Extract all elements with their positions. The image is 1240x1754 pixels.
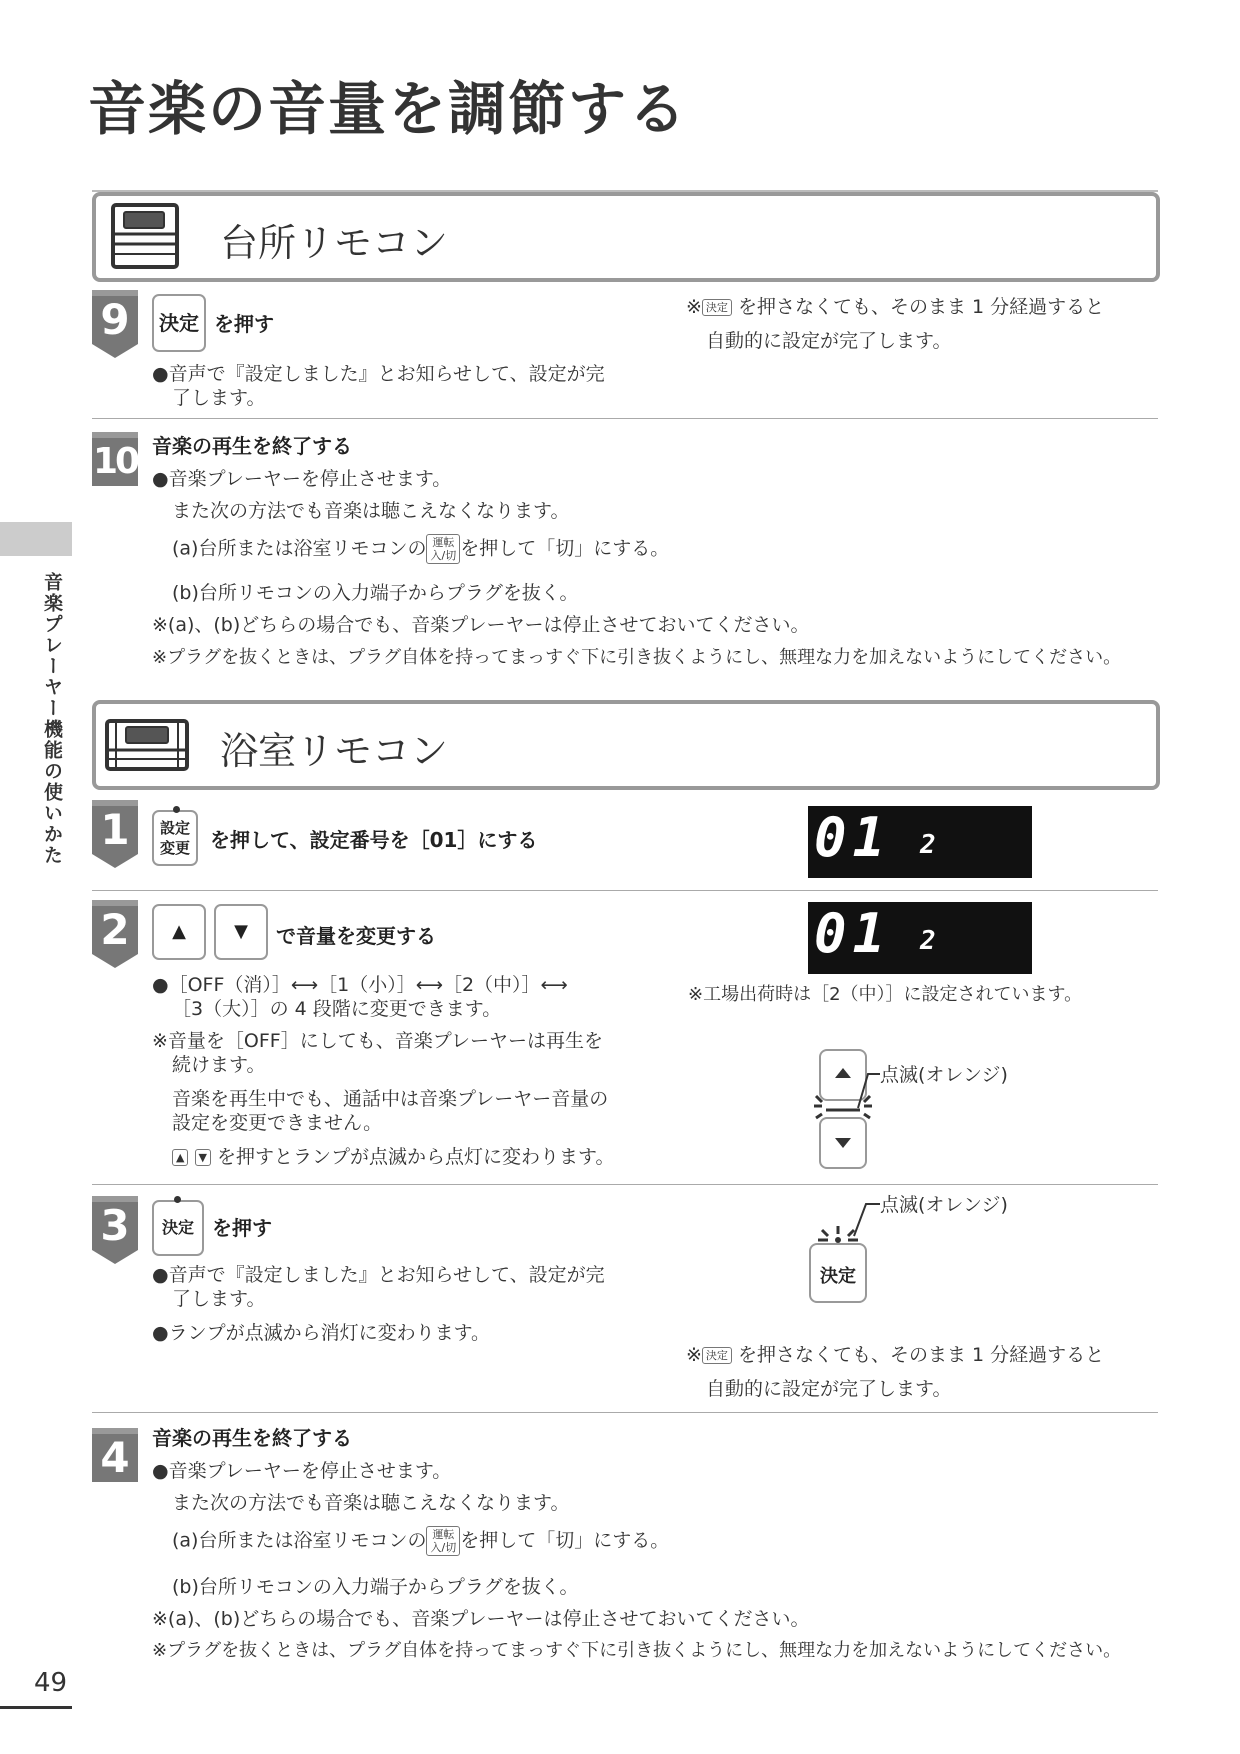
bath-step-3-bullet1: ●音声で『設定しました』とお知らせして、設定が完 [152,1264,605,1286]
page-number: 49 [34,1668,68,1698]
factory-default-note: ※工場出荷時は［2（中）］に設定されています。 [688,984,1083,1005]
step-10-line1: ●音楽プレーヤーを停止させます。 [152,468,452,490]
step-9-bullet: ●音声で『設定しました』とお知らせして、設定が完 [152,363,605,385]
decide-mini-icon: 決定 [702,1347,732,1364]
bath-step-2-marker [92,900,138,968]
side-label: 音楽プレーヤー機能の使いかた [41,572,63,866]
step-10-line2: また次の方法でも音楽は聴こえなくなります。 [172,500,570,522]
leader-line [852,1200,882,1240]
bath-step-3-bullet2: ●ランプが点滅から消灯に変わります。 [152,1322,491,1344]
bath-section-title: 浴室リモコン [220,729,449,773]
bath-remote-icon [104,718,190,772]
page-number-underline [0,1706,72,1709]
step-10-note1: ※(a)、(b)どちらの場合でも、音楽プレーヤーは停止させておいてください。 [152,614,810,636]
lcd-setting-number: 01 [814,902,892,965]
lamp-dot [174,1196,181,1203]
up-mini-icon: ▲ [172,1149,188,1166]
step-10-line3: (a)台所または浴室リモコンの 運転 入/切 を押して「切」にする。 [172,536,670,562]
side-tab [0,522,72,556]
kitchen-section-title: 台所リモコン [220,221,449,265]
lcd-value: 2 [920,830,936,860]
lamp-note: ▲ ▼ を押すとランプが点滅から点灯に変わります。 [172,1144,615,1170]
bath-step-4-line1: ●音楽プレーヤーを停止させます。 [152,1460,452,1482]
step-9-note-line2: 自動的に設定が完了します。 [706,330,952,352]
lcd-value: 2 [920,926,936,956]
blink-orange-label: 点滅(オレンジ) [880,1064,1008,1086]
down-mini-icon: ▼ [195,1149,211,1166]
power-mini-icon: 運転 入/切 [426,1526,460,1556]
bath-step-2-heading: で音量を変更する [276,924,436,948]
decide-button[interactable]: 決定 [152,294,206,352]
step-9-bullet-cont: 了します。 [172,387,266,409]
lamp-dot [173,806,180,813]
volume-up-button[interactable]: ▲ [152,904,206,960]
kitchen-remote-icon [110,202,180,270]
bath-step-4-line2: また次の方法でも音楽は聴こえなくなります。 [172,1492,570,1514]
bath-step-4-note2: ※プラグを抜くときは、プラグ自体を持ってまっすぐ下に引き抜くようにし、無理な力を加えないようにしてください。 [152,1640,1122,1661]
separator [92,418,1158,419]
step-number: 10 [92,438,138,486]
volume-levels: ●［OFF（消）］⟷［1（小）］⟷［2（中）］⟷ [152,974,568,996]
settings-change-button[interactable]: 設定 変更 [152,810,198,866]
bath-step-3-bullet1-cont: 了します。 [172,1288,266,1310]
volume-off-note: ※音量を［OFF］にしても、音楽プレーヤーは再生を [152,1030,603,1052]
step-number: 3 [92,1202,138,1250]
volume-off-note-cont: 続けます。 [172,1054,266,1076]
bath-step-4-note1: ※(a)、(b)どちらの場合でも、音楽プレーヤーは停止させておいてください。 [152,1608,810,1630]
bath-step-1-heading: を押して、設定番号を［01］にする [210,828,538,852]
leader-line [856,1070,882,1110]
decide-button[interactable]: 決定 [152,1200,204,1256]
step-10-line4: (b)台所リモコンの入力端子からプラグを抜く。 [172,582,579,604]
separator [92,1412,1158,1413]
decide-mini-icon: 決定 [702,299,732,316]
bath-step-4-line3: (a)台所または浴室リモコンの 運転 入/切 を押して「切」にする。 [172,1528,670,1554]
separator [92,1184,1158,1185]
call-note: 音楽を再生中でも、通話中は音楽プレーヤー音量の [172,1088,609,1110]
decide-key-illustration-label: 決定 [820,1266,856,1287]
bath-remote-header [92,700,1160,790]
step-10-note2: ※プラグを抜くときは、プラグ自体を持ってまっすぐ下に引き抜くようにし、無理な力を加えないようにしてください。 [152,647,1122,668]
separator [92,890,1158,891]
step-10-marker [92,432,138,486]
power-mini-icon: 運転 入/切 [426,534,460,564]
step-9-note: ※ 決定 を押さなくても、そのまま 1 分経過すると [686,296,1105,318]
step-number: 9 [92,296,138,344]
step-9-marker [92,290,138,358]
bath-step-4-heading: 音楽の再生を終了する [152,1426,352,1450]
bath-step-1-marker [92,800,138,868]
call-note-cont: 設定を変更できません。 [172,1112,383,1134]
blink-orange-label: 点滅(オレンジ) [880,1194,1008,1216]
step-10-heading: 音楽の再生を終了する [152,434,352,458]
step-number: 2 [92,906,138,954]
bath-step-3-heading: を押す [212,1216,272,1240]
bath-step-3-marker [92,1196,138,1264]
volume-levels-cont: ［3（大）］の 4 段階に変更できます。 [172,998,502,1020]
step-number: 1 [92,806,138,854]
updown-keys-illustration [806,1046,876,1174]
lcd-setting-number: 01 [814,806,892,869]
bath-step-4-marker [92,1428,138,1482]
lcd-display [808,806,1032,878]
volume-down-button[interactable]: ▼ [214,904,268,960]
lcd-display [808,902,1032,974]
step-9-heading: を押す [214,312,274,336]
page-title: 音楽の音量を調節する [88,75,689,143]
kitchen-remote-header [92,192,1160,282]
bath-step-3-note-line2: 自動的に設定が完了します。 [706,1378,952,1400]
bath-step-3-note: ※ 決定 を押さなくても、そのまま 1 分経過すると [686,1344,1105,1366]
step-number: 4 [92,1434,138,1482]
bath-step-4-line4: (b)台所リモコンの入力端子からプラグを抜く。 [172,1576,579,1598]
